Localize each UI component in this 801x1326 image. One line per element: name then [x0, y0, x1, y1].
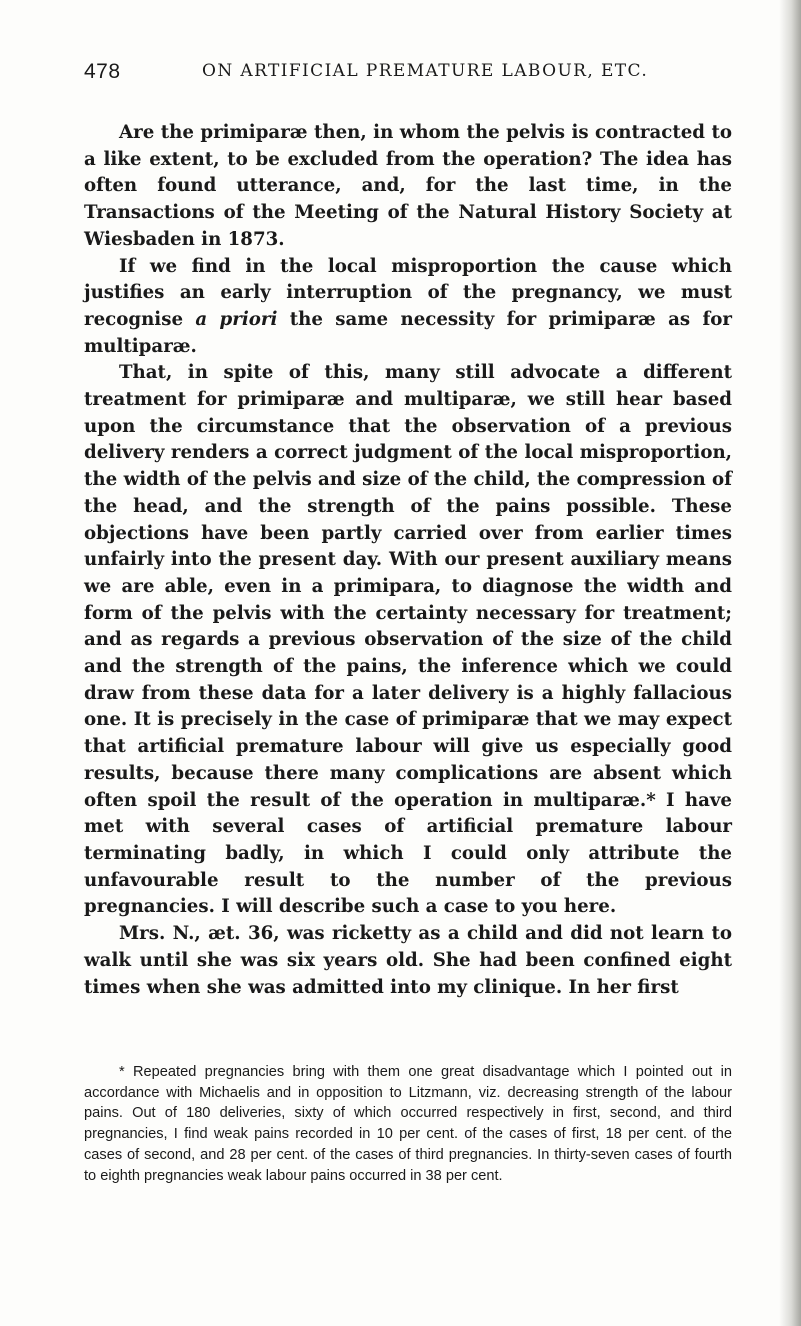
page-edge-shadow	[779, 0, 801, 1326]
paragraph-2	[84, 254, 732, 361]
body-text	[84, 120, 732, 1001]
paragraph-2-start: If we find in the local misproportion the cause which justifies an early interruption of the pregnancy, we must recognise	[84, 255, 732, 330]
footnote-text: * Repeated pregnancies bring with them one great disadvantage which I pointed out in accordance with Michaelis and in opposition to Litzmann, viz. decreasing strength of the labour pains. Out of 180 deliveries, sixty of which occurred respectively in first, second, and third pregnancies, I find weak pains recorded in 10 per cent. of the cases of first, 18 per cent. of the cases of second, and 28 per cent. of the cases of third pregnancies. In thirty-seven cases of fourth to eighth pregnancies weak labour pains occurred in 38 per cent.	[84, 1064, 732, 1184]
running-head: ON ARTIFICIAL PREMATURE LABOUR, ETC.	[202, 61, 649, 81]
paragraph-4: Mrs. N., æt. 36, was ricketty as a child and did not learn to walk until she was six years old. She had been confined eight times when she was admitted into my clinique. In her first	[84, 923, 732, 998]
paragraph-3: That, in spite of this, many still advocate a different treatment for primiparæ and multiparæ, we still hear based upon the circumstance that the observation of a previous delivery renders a correct judgment of the local misproportion, the width of the pelvis and size of the child, the compression of the head, and the strength of the pains possible. These objections have been partly carried over from earlier times unfairly into the present day. With our present auxiliary means we are able, even in a primipara, to diagnose the width and form of the pelvis with the certainty necessary for treatment; and as regards a previous observation of the size of the child and the strength of the pains, the inference which we could draw from these data for a later delivery is a highly fallacious one. It is precisely in the case of primiparæ that we may expect that artificial premature labour will give us especially good results, because there many complications are absent which often spoil the result of the operation in multiparæ.* I have met with several cases of artificial premature labour terminating badly, in which I could only attribute the unfavourable result to the number of the previous pregnancies. I will describe such a case to you here.	[84, 362, 732, 918]
paragraph-2-italic-phrase: a priori	[195, 308, 278, 330]
paragraph-2-end: the same necessity for primiparæ as for multiparæ.	[84, 308, 733, 357]
page-header	[84, 60, 734, 88]
footnote	[84, 1062, 732, 1186]
page-number: 478	[84, 60, 121, 83]
paragraph-1: Are the primiparæ then, in whom the pelvis is contracted to a like extent, to be excluded from the operation? The idea has often found utterance, and, for the last time, in the Transactions of the Meeting of the Natural History Society at Wiesbaden in 1873.	[84, 122, 732, 250]
